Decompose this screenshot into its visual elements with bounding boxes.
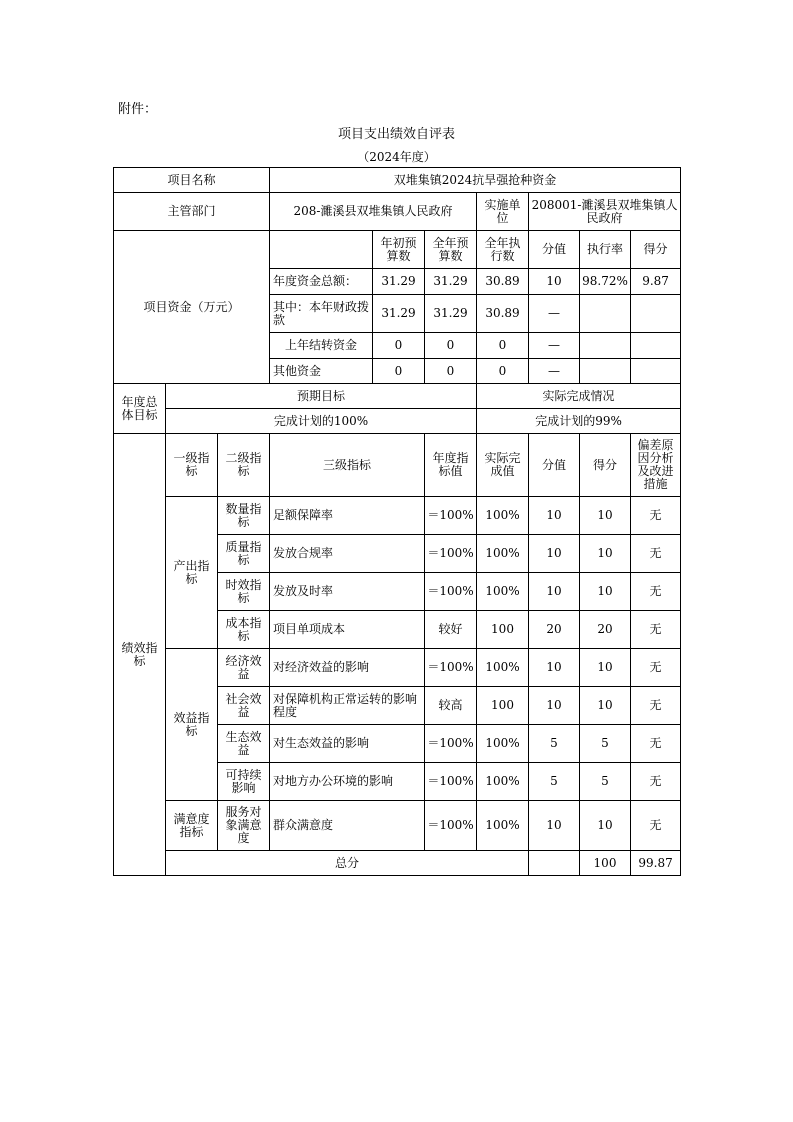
level2-indicator: 经济效益 <box>218 649 270 687</box>
score-value: 10 <box>529 649 580 687</box>
score: 10 <box>580 687 631 725</box>
dept-value: 208-濉溪县双堆集镇人民政府 <box>270 193 477 231</box>
indicator-row <box>114 497 681 535</box>
funds-cell: — <box>529 295 580 333</box>
actual-value: 100 <box>477 611 529 649</box>
deviation-note: 无 <box>631 801 681 851</box>
expected-goal: 完成计划的100% <box>166 409 477 434</box>
score-value: 10 <box>529 573 580 611</box>
funds-row-label: 上年结转资金 <box>270 333 373 359</box>
level3-indicator: 项目单项成本 <box>270 611 425 649</box>
funds-cell <box>631 359 681 384</box>
funds-header: 执行率 <box>580 231 631 269</box>
impl-value: 208001-濉溪县双堆集镇人民政府 <box>529 193 681 231</box>
funds-header-blank <box>270 231 373 269</box>
score-value: 10 <box>529 497 580 535</box>
actual-value: 100% <box>477 725 529 763</box>
funds-cell: 9.87 <box>631 269 681 295</box>
indicator-header: 一级指标 <box>166 434 218 497</box>
funds-row-label: 年度资金总额： <box>270 269 373 295</box>
target-value: ＝100% <box>425 573 477 611</box>
total-blank <box>529 851 580 876</box>
actual-value: 100 <box>477 687 529 725</box>
level3-indicator: 发放及时率 <box>270 573 425 611</box>
funds-cell: 31.29 <box>425 269 477 295</box>
deviation-note: 无 <box>631 497 681 535</box>
level2-indicator: 社会效益 <box>218 687 270 725</box>
actual-value: 100% <box>477 535 529 573</box>
funds-cell: 0 <box>425 359 477 384</box>
score: 5 <box>580 725 631 763</box>
level3-indicator: 群众满意度 <box>270 801 425 851</box>
funds-cell: — <box>529 333 580 359</box>
target-value: ＝100% <box>425 725 477 763</box>
impl-label: 实施单位 <box>477 193 529 231</box>
row-funds-header <box>114 231 681 269</box>
row-goals-header <box>114 384 681 409</box>
funds-cell <box>580 333 631 359</box>
deviation-note: 无 <box>631 725 681 763</box>
funds-cell: 30.89 <box>477 295 529 333</box>
indicator-header: 得分 <box>580 434 631 497</box>
funds-header: 年初预算数 <box>373 231 425 269</box>
funds-header: 全年预算数 <box>425 231 477 269</box>
expected-goal-label: 预期目标 <box>166 384 477 409</box>
score: 10 <box>580 649 631 687</box>
level2-indicator: 时效指标 <box>218 573 270 611</box>
score: 10 <box>580 497 631 535</box>
score-value: 10 <box>529 801 580 851</box>
funds-row-label: 其中：本年财政拨款 <box>270 295 373 333</box>
target-value: ＝100% <box>425 801 477 851</box>
row-total <box>114 851 681 876</box>
indicator-row <box>114 801 681 851</box>
score-value: 10 <box>529 687 580 725</box>
level3-indicator: 对保障机构正常运转的影响程度 <box>270 687 425 725</box>
level1-indicator: 产出指标 <box>166 497 218 649</box>
attachment-label: 附件： <box>118 102 158 117</box>
target-value: ＝100% <box>425 649 477 687</box>
deviation-note: 无 <box>631 649 681 687</box>
actual-value: 100% <box>477 801 529 851</box>
funds-cell: 0 <box>373 333 425 359</box>
funds-cell: 30.89 <box>477 269 529 295</box>
funds-header: 全年执行数 <box>477 231 529 269</box>
level3-indicator: 发放合规率 <box>270 535 425 573</box>
level2-indicator: 生态效益 <box>218 725 270 763</box>
total-value: 100 <box>580 851 631 876</box>
score-value: 20 <box>529 611 580 649</box>
funds-cell: 10 <box>529 269 580 295</box>
level3-indicator: 对生态效益的影响 <box>270 725 425 763</box>
dept-label: 主管部门 <box>114 193 270 231</box>
row-project-name <box>114 168 681 193</box>
target-value: ＝100% <box>425 763 477 801</box>
level3-indicator: 对经济效益的影响 <box>270 649 425 687</box>
actual-value: 100% <box>477 573 529 611</box>
funds-cell <box>580 295 631 333</box>
row-department <box>114 193 681 231</box>
project-name: 双堆集镇2024抗旱强抢种资金 <box>270 168 681 193</box>
actual-value: 100% <box>477 497 529 535</box>
target-value: ＝100% <box>425 535 477 573</box>
level2-indicator: 质量指标 <box>218 535 270 573</box>
target-value: 较好 <box>425 611 477 649</box>
actual-result: 完成计划的99% <box>477 409 681 434</box>
funds-header: 得分 <box>631 231 681 269</box>
funds-label: 项目资金（万元） <box>114 231 270 384</box>
row-goals <box>114 409 681 434</box>
score-value: 5 <box>529 763 580 801</box>
score: 20 <box>580 611 631 649</box>
funds-cell <box>631 333 681 359</box>
actual-value: 100% <box>477 763 529 801</box>
funds-cell: 0 <box>425 333 477 359</box>
score: 10 <box>580 535 631 573</box>
deviation-note: 无 <box>631 573 681 611</box>
project-name-label: 项目名称 <box>114 168 270 193</box>
funds-cell: 31.29 <box>373 269 425 295</box>
indicator-header: 偏差原因分析及改进措施 <box>631 434 681 497</box>
level2-indicator: 数量指标 <box>218 497 270 535</box>
level1-indicator: 效益指标 <box>166 649 218 801</box>
level2-indicator: 成本指标 <box>218 611 270 649</box>
deviation-note: 无 <box>631 687 681 725</box>
actual-result-label: 实际完成情况 <box>477 384 681 409</box>
funds-row-label: 其他资金 <box>270 359 373 384</box>
funds-cell: 31.29 <box>425 295 477 333</box>
funds-cell: 0 <box>373 359 425 384</box>
level3-indicator: 对地方办公环境的影响 <box>270 763 425 801</box>
total-score: 99.87 <box>631 851 681 876</box>
row-indicators-header <box>114 434 681 497</box>
level3-indicator: 足额保障率 <box>270 497 425 535</box>
indicators-label: 绩效指标 <box>114 434 166 876</box>
funds-header: 分值 <box>529 231 580 269</box>
score-value: 10 <box>529 535 580 573</box>
indicator-header: 分值 <box>529 434 580 497</box>
funds-cell: — <box>529 359 580 384</box>
level2-indicator: 服务对象满意度 <box>218 801 270 851</box>
funds-cell <box>631 295 681 333</box>
indicator-header: 二级指标 <box>218 434 270 497</box>
score: 5 <box>580 763 631 801</box>
funds-cell: 0 <box>477 359 529 384</box>
actual-value: 100% <box>477 649 529 687</box>
funds-cell <box>580 359 631 384</box>
report-year: （2024年度） <box>357 150 436 164</box>
indicator-header: 年度指标值 <box>425 434 477 497</box>
level2-indicator: 可持续影响 <box>218 763 270 801</box>
page-title: 项目支出绩效自评表 <box>337 127 455 142</box>
funds-cell: 0 <box>477 333 529 359</box>
deviation-note: 无 <box>631 763 681 801</box>
goals-label: 年度总体目标 <box>114 384 166 434</box>
score: 10 <box>580 573 631 611</box>
score-value: 5 <box>529 725 580 763</box>
deviation-note: 无 <box>631 535 681 573</box>
score: 10 <box>580 801 631 851</box>
level1-indicator: 满意度指标 <box>166 801 218 851</box>
indicator-header: 实际完成值 <box>477 434 529 497</box>
performance-table <box>113 167 681 876</box>
funds-cell: 98.72% <box>580 269 631 295</box>
indicator-row <box>114 649 681 687</box>
target-value: 较高 <box>425 687 477 725</box>
funds-cell: 31.29 <box>373 295 425 333</box>
deviation-note: 无 <box>631 611 681 649</box>
target-value: ＝100% <box>425 497 477 535</box>
total-label: 总分 <box>166 851 529 876</box>
indicator-header: 三级指标 <box>270 434 425 497</box>
